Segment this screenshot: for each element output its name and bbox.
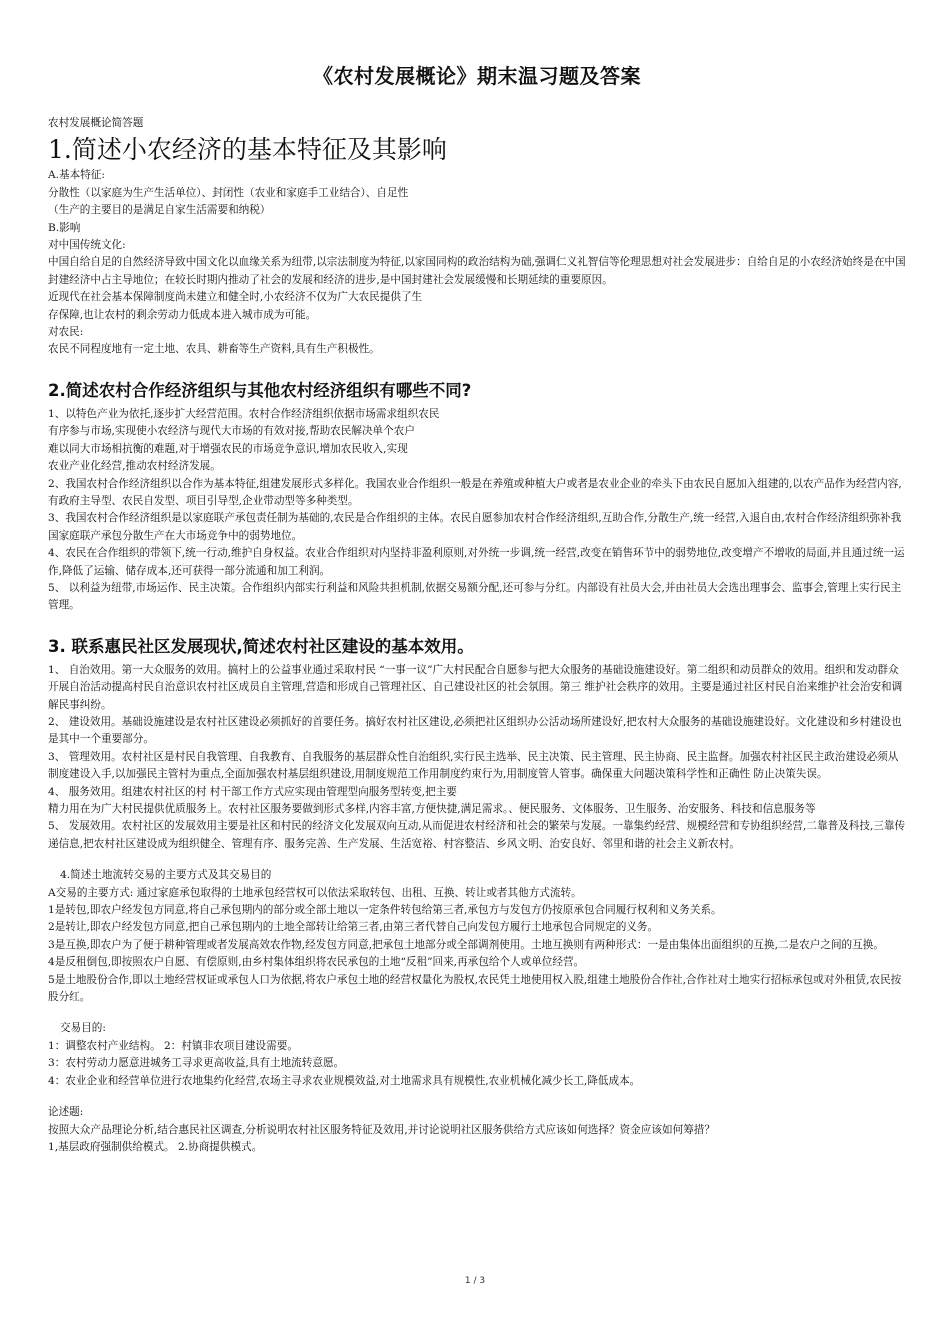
q4-purpose-line: 4：农业企业和经营单位进行农地集约化经营,农场主寻求农业规模效益,对土地需求具有规模性,农业机械化减少长工,降低成本。 bbox=[48, 1074, 641, 1087]
q4-line: 1是转包,即农户经发包方同意,将自己承包期内的部分或全部土地以一定条件转包给第三者,承包方与发包方仍按原承包合同履行权利和义务关系。 bbox=[48, 904, 722, 917]
essay-body bbox=[48, 1122, 906, 1157]
q3-line: 1、 自治效用。第一大众服务的效用。搞村上的公益事业通过采取村民 “一事一议”广大村民配合自愿参与把大众服务的基础设施建设好。第二组织和动员群众的效用。组织和发动群众开展自治活动提高村民自治意识农村社区成员自主管理,营造和形成自己管理社区、自己建设社区的社会氛围。第三 维护社会秩序的效用。主要是通过社区村民自治来维护社会治安和调解民事纠纷。 bbox=[48, 663, 903, 711]
q3-body bbox=[48, 662, 906, 853]
spacer bbox=[48, 853, 906, 867]
q1-line: 分散性（以家庭为生产生活单位）、封闭性（农业和家庭手工业结合）、自足性 bbox=[48, 186, 409, 199]
q1-line: 存保障,也让农村的剩余劳动力低成本进入城市成为可能。 bbox=[48, 308, 317, 321]
q2-line: 3、我国农村合作经济组织是以家庭联产承包责任制为基础的,农民是合作组织的主体。农民自愿参加农村合作经济组织,互助合作,分散生产,统一经营,入退自由,农村合作经济组织弥补我国家庭联产承包分散生产在大市场竞争中的弱势地位。 bbox=[48, 512, 902, 542]
q1-line: 对中国传统文化: bbox=[48, 239, 126, 252]
q2-line: 4、农民在合作组织的带领下,统一行动,维护自身权益。农业合作组织对内坚持非盈利原则,对外统一步调,统一经营,改变在销售环节中的弱势地位,改变增产不增收的局面,并且通过统一运作,降低了运输、储存成本,还可获得一部分流通和加工利润。 bbox=[48, 547, 905, 577]
q3-heading: 3. 联系惠民社区发展现状,简述农村社区建设的基本效用。 bbox=[48, 636, 474, 656]
q1-line: A.基本特征: bbox=[48, 169, 105, 182]
q3-line: 5、 发展效用。农村社区的发展效用主要是社区和村民的经济文化发展双向互动,从而促进农村经济和社会的繁荣与发展。一靠集约经营、规模经营和专协组织经营,二靠普及科技,三靠传递信息,把农村社区建设成为组织健全、管理有序、服务完善、生产发展、生活宽裕、村容整洁、乡风文明、治安良好、邻里和谐的社会主义新农村。 bbox=[48, 820, 906, 850]
q2-line: 2、我国农村合作经济组织以合作为基本特征,组建发展形式多样化。我国农业合作组织一般是在养殖或种植大户或者是农业企业的牵头下由农民自愿加入组建的,以农产品作为经营内容,有政府主导型、农民自发型、项目引导型,企业带动型等多种类型。 bbox=[48, 477, 902, 507]
q4-purpose-title: 交易目的: bbox=[60, 1022, 106, 1035]
q3-line: 4、 服务效用。组建农村社区的村 村干部工作方式应实现由管理型向服务型转变,把主要 bbox=[48, 785, 457, 798]
essay-line: 1,基层政府强制供给模式。 2.协商提供模式。 bbox=[48, 1140, 263, 1153]
document-page bbox=[48, 60, 906, 1156]
q4-body bbox=[48, 885, 906, 1007]
q4-line: 4是反租倒包,即按照农户自愿、有偿原则,由乡村集体组织将农民承包的土地“反租”回来,再承包给个人或单位经营。 bbox=[48, 956, 585, 969]
q4-line: 5是土地股份合作,即以土地经营权证或承包人口为依据,将农户承包土地的经营权量化为股权,农民凭土地使用权入股,组建土地股份合作社,合作社对土地实行招标承包或对外租赁,农民按股分红。 bbox=[48, 973, 902, 1004]
spacer bbox=[48, 1006, 906, 1020]
q4-line: A交易的主要方式: 通过家庭承包取得的土地承包经营权可以依法采取转包、出租、互换、转让或者其他方式流转。 bbox=[48, 886, 582, 899]
q4-line: 3是互换,即农户为了便于耕种管理或者发展高效农作物,经发包方同意,把承包土地部分或全部调剂使用。土地互换则有两种形式：一是由集体出面组织的互换,二是农户之间的互换。 bbox=[48, 938, 884, 951]
q1-line: 对农民: bbox=[48, 326, 84, 339]
spacer bbox=[48, 1090, 906, 1104]
q4-purpose-line: 3：农村劳动力愿意进城务工寻求更高收益,具有土地流转意愿。 bbox=[48, 1057, 345, 1070]
q1-line: 中国自给自足的自然经济导致中国文化以血缘关系为纽带,以宗法制度为特征,以家国同构的政治结构为础,强调仁义礼智信等伦理思想对社会发展进步：自给自足的小农经济始终是在中国封建经济中占主导地位；在较长时期内推动了社会的发展和经济的进步,是中国封建社会发展缓慢和长期延续的重要原因。 bbox=[48, 256, 906, 286]
q2-line: 1、以特色产业为依托,逐步扩大经营范围。农村合作经济组织依据市场需求组织农民 bbox=[48, 407, 440, 420]
q4-line: 2是转让,即农户经发包方同意,把自己承包期内的土地全部转让给第三者,由第三者代替自己向发包方履行土地承包合同规定的义务。 bbox=[48, 921, 659, 934]
q3-line: 2、 建设效用。基础设施建设是农村社区建设必须抓好的首要任务。搞好农村社区建设,必须把社区组织办公活动场所建设好,把农村大众服务的基础设施建设好。文化建设和乡村建设也是其中一个重要部分。 bbox=[48, 715, 902, 746]
q4-heading: 4.简述土地流转交易的主要方式及其交易目的 bbox=[60, 869, 272, 882]
q1-line: B.影响 bbox=[48, 221, 81, 234]
q2-heading: 2.简述农村合作经济组织与其他农村经济组织有哪些不同? bbox=[48, 380, 472, 400]
essay-title: 论述题: bbox=[48, 1106, 84, 1119]
document-subtitle: 农村发展概论简答题 bbox=[48, 117, 144, 129]
q1-heading: 1.简述小农经济的基本特征及其影响 bbox=[48, 135, 447, 165]
q2-line: 5、 以利益为纽带,市场运作、民主决策。合作组织内部实行利益和风险共担机制,依据交易额分配,还可参与分红。内部设有社员大会,并由社员大会选出理事会、监事会,管理上实行民主管理。 bbox=[48, 581, 902, 612]
q1-line: 农民不同程度地有一定土地、农具、耕畜等生产资料,具有生产积极性。 bbox=[48, 343, 380, 356]
page-number: 1 / 3 bbox=[464, 1276, 486, 1286]
q3-line: 精力用在为广大村民提供优质服务上。农村社区服务要做到形式多样,内容丰富,方便快捷,满足需求。、便民服务、文体服务、卫生服务、治安服务、科技和信息服务等 bbox=[48, 803, 816, 815]
q2-line: 有序参与市场,实现使小农经济与现代大市场的有效对接,帮助农民解决单个农户 bbox=[48, 425, 415, 438]
essay-line: 按照大众产品理论分析,结合惠民社区调查,分析说明农村社区服务特征及效用,并讨论说明社区服务供给方式应该如何选择？资金应该如何筹措？ bbox=[48, 1123, 715, 1136]
q2-line: 农业产业化经营,推动农村经济发展。 bbox=[48, 460, 221, 473]
q2-body bbox=[48, 406, 906, 615]
document-title: 《农村发展概论》期末温习题及答案 bbox=[313, 64, 641, 88]
q2-line: 难以同大市场相抗衡的难题,对于增强农民的市场竞争意识,增加农民收入,实现 bbox=[48, 442, 408, 455]
q1-line: （生产的主要目的是满足自家生活需要和纳税） bbox=[48, 204, 271, 217]
q4-purpose-line: 1：调整农村产业结构。 2：村镇非农项目建设需要。 bbox=[48, 1039, 298, 1052]
q4-purpose-body bbox=[48, 1038, 906, 1090]
q3-line: 3、 管理效用。农村社区是村民自我管理、自我教育、自我服务的基层群众性自治组织,实行民主选举、民主决策、民主管理、民主协商、民主监督。加强农村社区民主政治建设必须从制度建设入手,以加强民主管村为重点,全面加强农村基层组织建设,用制度规范工作用制度约束行为,用制度管人管事。确保重大问题决策科学性和正确性 防止决策失误。 bbox=[48, 750, 899, 781]
q1-line: 近现代在社会基本保障制度尚未建立和健全时,小农经济不仅为广大农民提供了生 bbox=[48, 291, 423, 304]
q1-body bbox=[48, 167, 906, 358]
